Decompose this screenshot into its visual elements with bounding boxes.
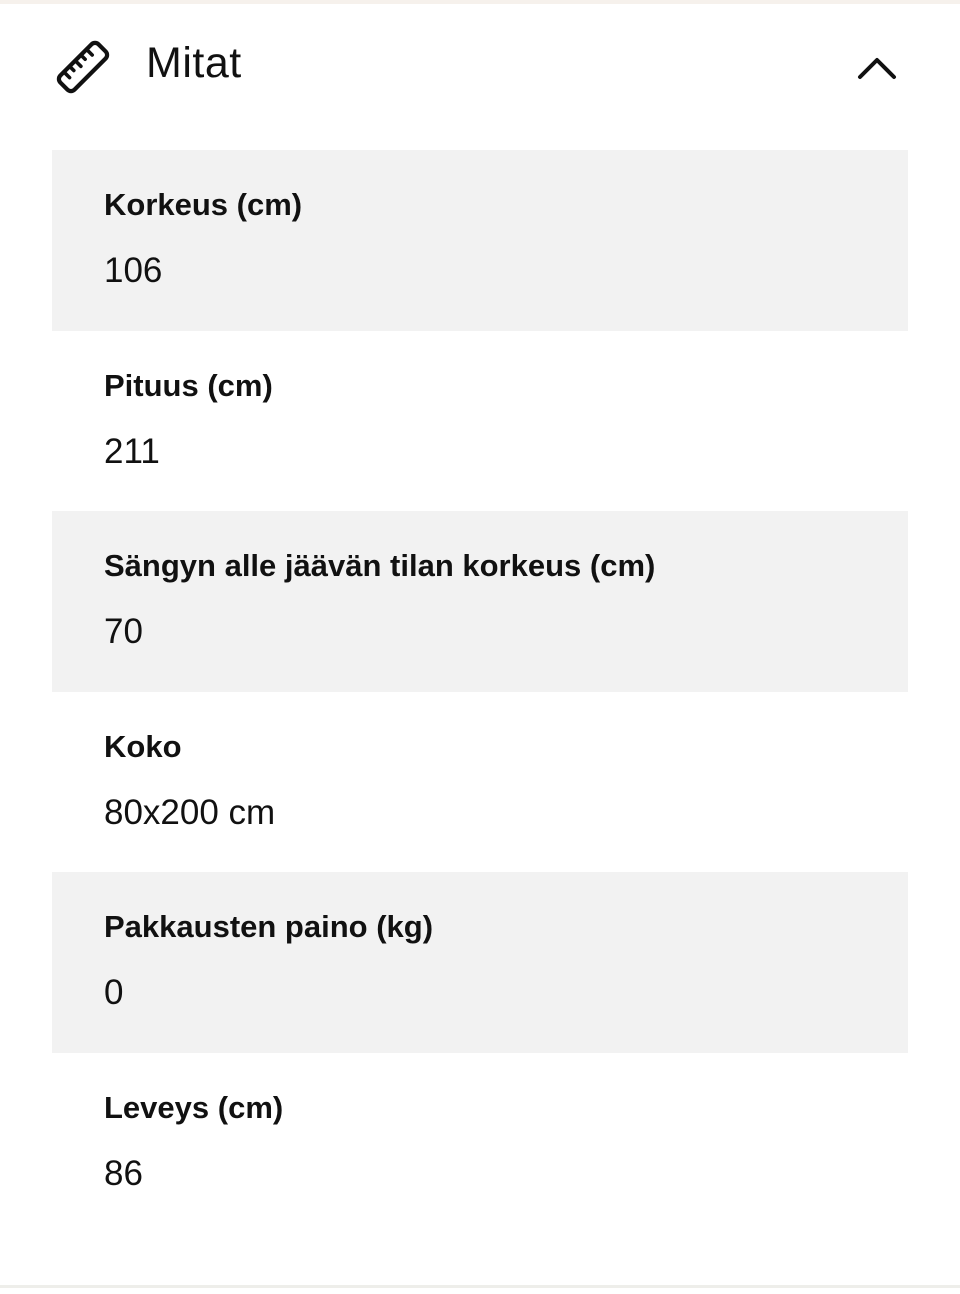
- row-label: Pituus (cm): [104, 367, 273, 403]
- row-value: 211: [104, 431, 160, 471]
- row-label: Sängyn alle jäävän tilan korkeus (cm): [104, 548, 656, 584]
- row-value: 0: [104, 973, 124, 1013]
- dimension-row-under-bed-height: [52, 511, 908, 692]
- section-title: Mitat: [146, 39, 242, 87]
- row-label: Leveys (cm): [104, 1089, 284, 1125]
- row-value: 86: [104, 1153, 143, 1193]
- dimension-row-package-weight: [52, 872, 908, 1053]
- chevron-up-icon[interactable]: [856, 52, 898, 82]
- dimension-row-length: [52, 331, 908, 512]
- row-label: Koko: [104, 728, 182, 764]
- row-label: Korkeus (cm): [104, 187, 303, 222]
- dimension-row-size: [52, 692, 908, 873]
- dimension-row-width: [52, 1053, 908, 1234]
- ruler-icon: [52, 36, 114, 98]
- bottom-divider: [0, 1285, 960, 1288]
- dimensions-accordion: [0, 4, 960, 1193]
- row-value: 70: [104, 612, 143, 652]
- row-value: 80x200 cm: [104, 792, 276, 832]
- accordion-header-toggle[interactable]: [0, 4, 960, 122]
- dimension-row-height: [52, 150, 908, 331]
- row-value: 106: [104, 251, 163, 290]
- dimensions-list: [52, 150, 908, 1234]
- row-label: Pakkausten paino (kg): [104, 909, 434, 945]
